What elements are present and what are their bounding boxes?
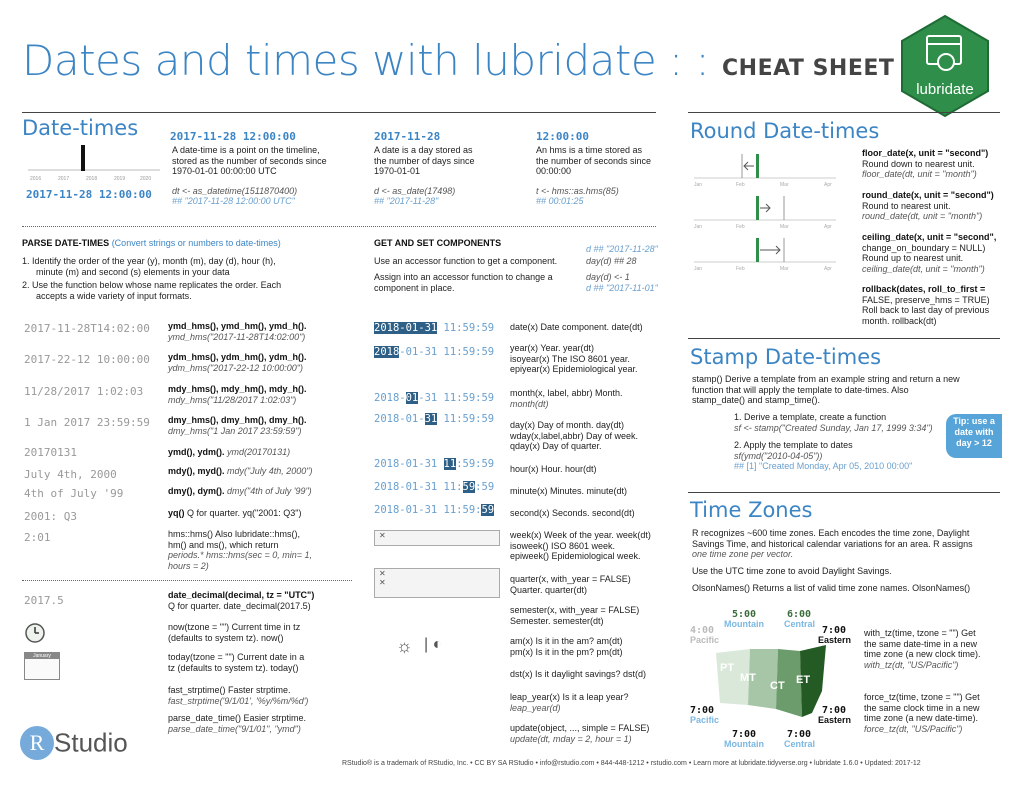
as-datetime-output: ## "2017-11-28 12:00:00 UTC" bbox=[172, 196, 295, 206]
svg-text:Pacific: Pacific bbox=[690, 635, 720, 645]
stamp-step1: 1. Derive a template, create a function sf <- stamp("Created Sunday, Jan 17, 1999 3:34") bbox=[734, 412, 933, 433]
svg-text:MT: MT bbox=[740, 672, 756, 684]
timeline-graphic bbox=[24, 145, 164, 181]
quarter-fn: quarter(x, with_year = FALSE) Quarter. quarter(dt) bbox=[510, 574, 631, 595]
svg-text:Mountain: Mountain bbox=[724, 739, 764, 749]
section-stamp: Stamp Date-times bbox=[690, 345, 882, 369]
as-datetime-code: dt <- as_datetime(1511870400) bbox=[172, 186, 298, 196]
parse-fn: dmy_hms(), dmy_hm(), dmy_h(). dmy_hms("1 Jan 2017 23:59:59") bbox=[168, 415, 307, 436]
section-rule bbox=[22, 112, 656, 113]
parse-fn: dmy(), dym(). dmy("4th of July '99") bbox=[168, 486, 312, 496]
timeline-tick: 2017 bbox=[58, 176, 70, 181]
timeline-tick: 2020 bbox=[140, 176, 152, 181]
timeline-tick: 2018 bbox=[86, 176, 98, 181]
section-round: Round Date-times bbox=[690, 119, 880, 143]
month-fn: month(x, label, abbr) Month. month(dt) bbox=[510, 388, 623, 409]
section-tz: Time Zones bbox=[690, 498, 813, 522]
parse-steps: 1. Identify the order of the year (y), month (m), day (d), hour (h), minute (m) and second (s) elements in your data 2. Use the function below whose name replicates the order. Each accepts a wide variety of input formats. bbox=[22, 256, 282, 301]
parse-example: 2:01 bbox=[24, 531, 51, 544]
floor-date-fn: floor_date(x, unit = "second") Round down to nearest unit. floor_date(dt, unit = "month") bbox=[862, 148, 989, 179]
component-example: 2018-01-31 11:59:59 bbox=[374, 481, 495, 493]
svg-text:Eastern: Eastern bbox=[818, 635, 852, 645]
olsonnames-fn: OlsonNames() Returns a list of valid time zone names. OlsonNames() bbox=[692, 583, 971, 593]
getset-use1-code: day(d) ## 28 bbox=[586, 256, 637, 266]
tz-desc: R recognizes ~600 time zones. Each encodes the time zone, Daylight Savings Time, and historical calendar variations for an area. R assigns one time zone per vector. bbox=[692, 528, 973, 559]
cheat-sheet-label: CHEAT SHEET bbox=[722, 56, 895, 81]
clock-icon bbox=[24, 622, 46, 644]
parse-fn: date_decimal(decimal, tz = "UTC") Q for quarter. date_decimal(2017.5) bbox=[168, 590, 315, 611]
section-rule bbox=[688, 112, 1000, 113]
parse-example: 2017-22-12 10:00:00 bbox=[24, 353, 150, 366]
year-fn: year(x) Year. year(dt) isoyear(x) The ISO 8601 year. epiyear(x) Epidemiological year. bbox=[510, 343, 638, 374]
round-date-fn: round_date(x, unit = "second") Round to nearest unit. round_date(dt, unit = "month") bbox=[862, 190, 994, 221]
svg-text:7:00: 7:00 bbox=[690, 705, 715, 716]
as-hms-code: t <- hms::as.hms(85) bbox=[536, 186, 619, 196]
as-date-code: d <- as_date(17498) bbox=[374, 186, 456, 196]
getset-use3: component in place. bbox=[374, 283, 455, 293]
quarter-calendar-icon: ✕ ✕ bbox=[374, 568, 500, 598]
us-timezone-map bbox=[690, 605, 860, 753]
parse-fn: hms::hms() Also lubridate::hms(), hm() and ms(), which return periods.* hms::hms(sec = 0, min= 1, hours = 2) bbox=[168, 529, 313, 571]
date-fn: date(x) Date component. date(dt) bbox=[510, 322, 643, 332]
svg-text:Mar: Mar bbox=[780, 266, 789, 272]
component-example: 2018-01-31 11:59:59 bbox=[374, 392, 495, 404]
hour-fn: hour(x) Hour. hour(dt) bbox=[510, 464, 597, 474]
getset-use1: Use an accessor function to get a component. bbox=[374, 256, 558, 266]
section-datetimes: Date-times bbox=[22, 116, 139, 140]
hms-desc: An hms is a time stored as the number of seconds since 00:00:00 bbox=[536, 145, 652, 176]
logo-text: lubridate bbox=[916, 81, 974, 98]
dotted-divider bbox=[22, 226, 656, 227]
week-fn: week(x) Week of the year. week(dt) isoweek() ISO 8601 week. epiweek() Epidemiological week. bbox=[510, 530, 651, 561]
svg-text:Feb: Feb bbox=[736, 182, 745, 188]
svg-text:4:00: 4:00 bbox=[690, 625, 715, 636]
svg-text:7:00: 7:00 bbox=[822, 625, 847, 636]
timeline-tick: 2016 bbox=[30, 176, 42, 181]
tz-utc: Use the UTC time zone to avoid Daylight Savings. bbox=[692, 566, 892, 576]
dst-fn: dst(x) Is it daylight savings? dst(d) bbox=[510, 669, 647, 679]
parse-fn: mdy_hms(), mdy_hm(), mdy_h(). mdy_hms("11/28/2017 1:02:03") bbox=[168, 384, 307, 405]
as-hms-output: ## 00:01:25 bbox=[536, 196, 584, 206]
parse-date-time-fn: parse_date_time() Easier strptime. parse_date_time("9/1/01", "ymd") bbox=[168, 713, 307, 734]
now-fn: now(tzone = "") Current time in tz (defaults to system tz). now() bbox=[168, 622, 301, 643]
getset-use2: Assign into an accessor function to change a bbox=[374, 272, 553, 282]
semester-fn: semester(x, with_year = FALSE) Semester. semester(dt) bbox=[510, 605, 640, 626]
parse-example: 2017.5 bbox=[24, 594, 64, 607]
svg-text:Mar: Mar bbox=[780, 182, 789, 188]
getset-use3-code: d ## "2017-11-01" bbox=[586, 283, 658, 293]
component-example: 2018-01-31 11:59:59 bbox=[374, 504, 495, 516]
getset-title: GET AND SET COMPONENTS bbox=[374, 238, 502, 248]
parse-fn: mdy(), myd(). mdy("July 4th, 2000") bbox=[168, 466, 313, 476]
parse-fn: ymd_hms(), ymd_hm(), ymd_h(). ymd_hms("2017-11-28T14:02:00") bbox=[168, 321, 307, 342]
second-fn: second(x) Seconds. second(dt) bbox=[510, 508, 635, 518]
svg-text:Feb: Feb bbox=[736, 266, 745, 272]
day-fn: day(x) Day of month. day(dt) wday(x,label,abbr) Day of week. qday(x) Day of quarter. bbox=[510, 420, 639, 451]
svg-text:PT: PT bbox=[720, 662, 735, 674]
svg-text:CT: CT bbox=[770, 680, 785, 692]
svg-text:7:00: 7:00 bbox=[732, 729, 757, 740]
svg-text:7:00: 7:00 bbox=[822, 705, 847, 716]
date-header: 2017-11-28 bbox=[374, 130, 441, 143]
svg-text:5:00: 5:00 bbox=[732, 609, 757, 620]
datetime-header: 2017-11-28 12:00:00 bbox=[170, 130, 296, 143]
parse-example: 1 Jan 2017 23:59:59 bbox=[24, 416, 150, 429]
lubridate-hex-logo bbox=[900, 14, 990, 118]
sun-icon: ☼ bbox=[396, 636, 413, 656]
component-example: 2018-01-31 11:59:59 bbox=[374, 458, 495, 470]
stamp-desc: stamp() Derive a template from an example string and return a new function that will apply the template to date-times. Also stamp_date() and stamp_time(). bbox=[692, 374, 960, 405]
section-rule bbox=[688, 492, 1000, 493]
minute-fn: minute(x) Minutes. minute(dt) bbox=[510, 486, 628, 496]
svg-text:Central: Central bbox=[784, 739, 816, 749]
getset-use2-code: day(d) <- 1 bbox=[586, 272, 630, 282]
rollback-fn: rollback(dates, roll_to_first = FALSE, preserve_hms = TRUE) Roll back to last day of previous month. rollback(dt) bbox=[862, 284, 990, 326]
round-diagrams bbox=[690, 146, 840, 374]
fast-strptime-fn: fast_strptime() Faster strptime. fast_strptime('9/1/01', '%y/%m/%d') bbox=[168, 685, 309, 706]
date-desc: A date is a day stored as the number of days since 1970-01-01 bbox=[374, 145, 475, 176]
update-fn: update(object, ..., simple = FALSE) update(dt, mday = 2, hour = 1) bbox=[510, 723, 650, 744]
today-fn: today(tzone = "") Current date in a tz (defaults to system tz). today() bbox=[168, 652, 305, 673]
svg-text:Apr: Apr bbox=[824, 182, 832, 188]
svg-text:Eastern: Eastern bbox=[818, 715, 852, 725]
section-rule bbox=[688, 338, 1000, 339]
rstudio-logo: R Studio bbox=[20, 726, 128, 760]
parse-example: July 4th, 2000 bbox=[24, 468, 117, 481]
parse-fn: ydm_hms(), ydm_hm(), ydm_h(). ydm_hms("2017-22-12 10:00:00") bbox=[168, 352, 307, 373]
datetime-desc: A date-time is a point on the timeline, stored as the number of seconds since 1970-01-01 00:00:00 UTC bbox=[172, 145, 327, 176]
parse-example: 2001: Q3 bbox=[24, 510, 77, 523]
tip-badge: Tip: use a date with day > 12 bbox=[946, 414, 1002, 458]
force-tz-fn: force_tz(time, tzone = "") Get the same clock time in a new time zone (a new date-time). force_tz(dt, "US/Pacific") bbox=[864, 692, 980, 734]
svg-text:ET: ET bbox=[796, 674, 811, 686]
parse-fn: ymd(), ydm(). ymd(20170131) bbox=[168, 447, 291, 457]
svg-text:Mountain: Mountain bbox=[724, 619, 764, 629]
as-date-output: ## "2017-11-28" bbox=[374, 196, 439, 206]
getset-d-value: d ## "2017-11-28" bbox=[586, 244, 658, 254]
stamp-step2: 2. Apply the template to dates sf(ymd("2010-04-05")) ## [1] "Created Monday, Apr 05, 2010 00:00" bbox=[734, 440, 913, 471]
svg-text:6:00: 6:00 bbox=[787, 609, 812, 620]
datetime-example: 2017-11-28 12:00:00 bbox=[26, 188, 152, 201]
svg-text:Apr: Apr bbox=[824, 266, 832, 272]
footer-text: RStudio® is a trademark of RStudio, Inc. • CC BY SA RStudio • info@rstudio.com • 844-448-1212 • rstudio.com • Learn more at lubridate.tidyverse.org • lubridate 1.6.0 • Updated: 2017-12 bbox=[342, 760, 921, 767]
parse-fn: yq() Q for quarter. yq("2001: Q3") bbox=[168, 508, 302, 518]
dotted-divider bbox=[22, 580, 352, 581]
svg-text:Jan: Jan bbox=[694, 224, 703, 230]
parse-example: 20170131 bbox=[24, 446, 77, 459]
moon-icon: | ◐ bbox=[424, 636, 443, 653]
am-pm-fn: am(x) Is it in the am? am(dt) pm(x) Is it in the pm? pm(dt) bbox=[510, 636, 623, 657]
parse-example: 11/28/2017 1:02:03 bbox=[24, 385, 144, 398]
svg-text:Jan: Jan bbox=[694, 182, 703, 188]
svg-text:Apr: Apr bbox=[824, 224, 832, 230]
leap-year-fn: leap_year(x) Is it a leap year? leap_year(d) bbox=[510, 692, 629, 713]
component-example: 2018-01-31 11:59:59 bbox=[374, 346, 495, 358]
parse-title: PARSE DATE-TIMES (Convert strings or numbers to date-times) bbox=[22, 238, 281, 248]
component-example: 2018-01-31 11:59:59 bbox=[374, 322, 495, 334]
svg-text:Central: Central bbox=[784, 619, 816, 629]
page-title: Dates and times with lubridate : : CHEAT SHEET bbox=[22, 36, 895, 85]
parse-example: 4th of July '99 bbox=[24, 487, 124, 500]
svg-text:7:00: 7:00 bbox=[787, 729, 812, 740]
calendar-icon: January bbox=[24, 652, 60, 680]
parse-example: 2017-11-28T14:02:00 bbox=[24, 322, 150, 335]
svg-text:Mar: Mar bbox=[780, 224, 789, 230]
with-tz-fn: with_tz(time, tzone = "") Get the same date-time in a new time zone (a new clock time). with_tz(dt, "US/Pacific") bbox=[864, 628, 981, 670]
component-example: 2018-01-31 11:59:59 bbox=[374, 413, 495, 425]
svg-text:Pacific: Pacific bbox=[690, 715, 720, 725]
ceiling-date-fn: ceiling_date(x, unit = "second", change_on_boundary = NULL) Round up to nearest unit. ceiling_date(dt, unit = "month") bbox=[862, 232, 997, 274]
svg-text:Feb: Feb bbox=[736, 224, 745, 230]
hms-header: 12:00:00 bbox=[536, 130, 589, 143]
week-calendar-icon: ✕ bbox=[374, 530, 500, 546]
timeline-tick: 2019 bbox=[114, 176, 126, 181]
svg-text:Jan: Jan bbox=[694, 266, 703, 272]
